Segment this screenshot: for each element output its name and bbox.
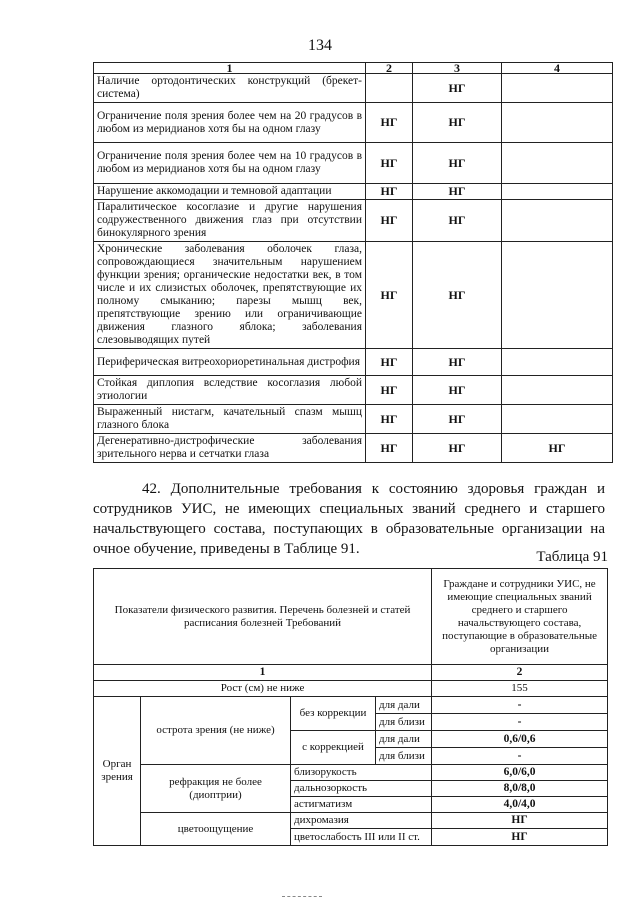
condition-cell: Стойкая диплопия вследствие косоглазия любой этиологии: [94, 376, 366, 405]
table-row: [94, 434, 613, 463]
value-cell: -: [432, 697, 608, 714]
table-row: [94, 349, 613, 376]
near-label: для близи: [376, 714, 432, 731]
condition-cell: Ограничение поля зрения более чем на 20 градусов в любом из меридианов хотя бы на одном глазу: [94, 103, 366, 143]
group-header: Граждане и сотрудники УИС, не имеющие специальных званий среднего и старшего начальствующего состава, поступающие в образовательные организации: [432, 569, 608, 665]
organ-label: Орган зрения: [94, 697, 141, 846]
table-91: [93, 568, 608, 846]
myopia-label: близорукость: [291, 765, 432, 781]
value-cell: [502, 200, 613, 242]
condition-cell: Хронические заболевания оболочек глаза, сопровождающиеся значительным нарушением функции зрения; органические недостатки век, в том числе и их слизистых оболочек, препятствующие их полному смыканию; парезы мышц век, препятствующие зрению или ограничивающие движения глазного яблока; заболевания слезовыводящих путей: [94, 242, 366, 349]
no-correction-label: без коррекции: [291, 697, 376, 731]
value-cell: [502, 349, 613, 376]
condition-cell: Периферическая витреохориоретинальная дистрофия: [94, 349, 366, 376]
value-cell: НГ: [366, 184, 413, 200]
column-header: 3: [413, 63, 502, 74]
value-cell: НГ: [413, 143, 502, 184]
table-row: [94, 405, 613, 434]
value-cell: -: [432, 714, 608, 731]
value-cell: НГ: [366, 349, 413, 376]
value-cell: НГ: [413, 376, 502, 405]
table-row: [94, 376, 613, 405]
value-cell: 6,0/6,0: [432, 765, 608, 781]
height-label: Рост (см) не ниже: [94, 681, 432, 697]
indicators-header: Показатели физического развития. Перечень болезней и статей расписания болезней Требований: [94, 569, 432, 665]
color-weakness-label: цветослабость III или II ст.: [291, 829, 432, 846]
dichromasia-label: дихромазия: [291, 813, 432, 829]
table-row: [94, 813, 608, 829]
color-perception-label: цветоощущение: [141, 813, 291, 846]
table-row: [94, 74, 613, 103]
value-cell: 8,0/8,0: [432, 781, 608, 797]
table-caption: Таблица 91: [536, 549, 608, 565]
value-cell: [502, 405, 613, 434]
value-cell: НГ: [432, 813, 608, 829]
value-cell: НГ: [366, 405, 413, 434]
column-number: 1: [94, 665, 432, 681]
condition-cell: Выраженный нистагм, качательный спазм мышц глазного блока: [94, 405, 366, 434]
value-cell: НГ: [413, 184, 502, 200]
column-number-row: [94, 665, 608, 681]
value-cell: НГ: [366, 103, 413, 143]
table-row: [94, 103, 613, 143]
restrictions-table-continued: [93, 62, 613, 463]
value-cell: -: [432, 748, 608, 765]
value-cell: [502, 242, 613, 349]
value-cell: НГ: [432, 829, 608, 846]
table-header-row: [94, 63, 613, 74]
table-row: [94, 681, 608, 697]
column-header: 1: [94, 63, 366, 74]
value-cell: НГ: [366, 376, 413, 405]
table-row: [94, 184, 613, 200]
table-header-row: [94, 569, 608, 665]
value-cell: НГ: [413, 349, 502, 376]
paragraph-42: 42. Дополнительные требования к состоянию здоровья граждан и сотрудников УИС, не имеющих специальных званий среднего и старшего начальствующего состава, поступающих в образовательные организации на очное обучение, приведены в Таблице 91.: [93, 481, 605, 557]
value-cell: [502, 184, 613, 200]
condition-cell: Наличие ортодонтических конструкций (брекет-система): [94, 74, 366, 103]
value-cell: НГ: [413, 405, 502, 434]
hyperopia-label: дальнозоркость: [291, 781, 432, 797]
value-cell: НГ: [366, 143, 413, 184]
table-row: [94, 143, 613, 184]
value-cell: НГ: [413, 434, 502, 463]
condition-cell: Дегенеративно-дистрофические заболевания зрительного нерва и сетчатки глаза: [94, 434, 366, 463]
column-number: 2: [432, 665, 608, 681]
far-label: для дали: [376, 731, 432, 748]
value-cell: [366, 74, 413, 103]
value-cell: [502, 143, 613, 184]
near-label: для близи: [376, 748, 432, 765]
page-number: 134: [308, 37, 332, 54]
value-cell: НГ: [502, 434, 613, 463]
table-row: [94, 697, 608, 714]
column-header: 4: [502, 63, 613, 74]
astigmatism-label: астигматизм: [291, 797, 432, 813]
acuity-label: острота зрения (не ниже): [141, 697, 291, 765]
column-header: 2: [366, 63, 413, 74]
table-row: [94, 200, 613, 242]
condition-cell: Ограничение поля зрения более чем на 10 градусов в любом из меридианов хотя бы на одном глазу: [94, 143, 366, 184]
footer-divider: [282, 896, 322, 897]
value-cell: НГ: [413, 74, 502, 103]
value-cell: НГ: [413, 200, 502, 242]
value-cell: НГ: [413, 242, 502, 349]
table-row: [94, 765, 608, 781]
value-cell: НГ: [366, 434, 413, 463]
value-cell: [502, 376, 613, 405]
condition-cell: Паралитическое косоглазие и другие нарушения содружественного движения глаз при отсутствии бинокулярного зрения: [94, 200, 366, 242]
value-cell: [502, 103, 613, 143]
table-row: [94, 242, 613, 349]
value-cell: НГ: [413, 103, 502, 143]
value-cell: 0,6/0,6: [432, 731, 608, 748]
value-cell: 4,0/4,0: [432, 797, 608, 813]
condition-cell: Нарушение аккомодации и темновой адаптации: [94, 184, 366, 200]
value-cell: [502, 74, 613, 103]
refraction-label: рефракция не более (диоптрии): [141, 765, 291, 813]
height-value: 155: [432, 681, 608, 697]
value-cell: НГ: [366, 200, 413, 242]
with-correction-label: с коррекцией: [291, 731, 376, 765]
value-cell: НГ: [366, 242, 413, 349]
far-label: для дали: [376, 697, 432, 714]
